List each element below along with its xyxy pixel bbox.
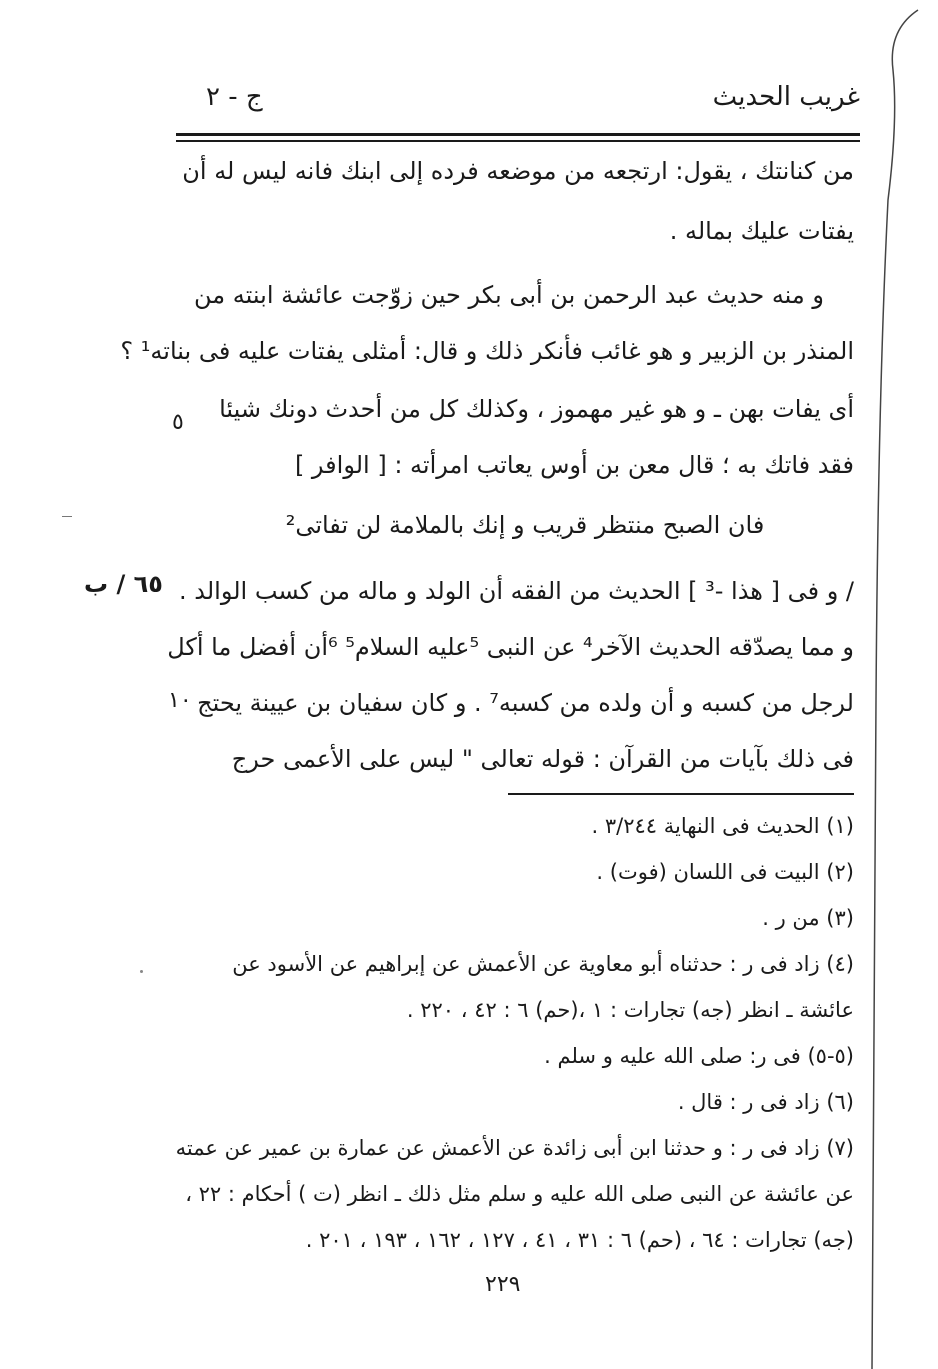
footnote: (٢) البيت فى اللسان (فوت) .: [596, 860, 854, 884]
text-line: من كنانتك ، يقول: ارتجعه من موضعه فرده إلى ابنك فانه ليس له أن: [182, 157, 854, 185]
footnote: عائشة ـ انظر (جه) تجارات : ١ ،(حم) ٦ : ٤٢ ، ٢٢٠ .: [406, 998, 854, 1022]
footnote-rule: [508, 793, 854, 795]
text-line: يفتات عليك بماله .: [669, 217, 854, 245]
text-line: المنذر بن الزبير و هو غائب فأنكر ذلك و قال: أمثلى يفتات عليه فى بناته¹ ؟: [120, 337, 854, 365]
text-line: و مما يصدّقه الحديث الآخر⁴ عن النبى ⁵عليه السلام⁵ ⁶أن أفضل ما أكل: [167, 633, 854, 661]
text-line: فقد فاتك به ؛ قال معن بن أوس يعاتب امرأته : [ الوافر ]: [294, 451, 854, 479]
text-line: / و فى [ هذا -³ ] الحديث من الفقه أن الولد و ماله من كسب الوالد .: [179, 577, 854, 605]
text-line: و منه حديث عبد الرحمن بن أبى بكر حين زوّجت عائشة ابنته من: [194, 281, 824, 309]
footnote: (٦) زاد فى ر : قال .: [677, 1090, 854, 1114]
page-number: ٢٢٩: [485, 1272, 521, 1297]
scan-speck: [140, 970, 143, 973]
footnote: (٥-٥) فى ر: صلى الله عليه و سلم .: [544, 1044, 854, 1068]
text-line: أى يفات بهن ـ و هو غير مهموز ، وكذلك كل من أحدث دونك شيئا: [219, 395, 854, 423]
footnote: (١) الحديث فى النهاية ٣/٢٤٤ .: [591, 814, 854, 838]
footnote: (٣) من ر .: [762, 906, 854, 930]
running-header: [176, 82, 860, 128]
header-rule-thick: [176, 133, 860, 136]
poetry-verse: فان الصبح منتظر قريب و إنك بالملامة لن تفاتى²: [285, 511, 765, 539]
scan-edge-curve: [848, 0, 938, 1369]
scan-mark: [62, 516, 72, 517]
line-number: ١٠: [168, 688, 192, 713]
text-line: فى ذلك بآيات من القرآن : قوله تعالى " ليس على الأعمى حرج: [231, 745, 854, 773]
text-line: لرجل من كسبه و أن ولده من كسبه⁷ . و كان سفيان بن عيينة يحتج: [197, 689, 854, 717]
header-title: غريب الحديث: [712, 82, 860, 112]
folio-marker: ٦٥ / ب: [84, 570, 163, 598]
header-rule-thin: [176, 140, 860, 142]
footnote: عن عائشة عن النبى صلى الله عليه و سلم مثل ذلك ـ انظر (ت ) أحكام : ٢٢ ،: [185, 1182, 854, 1206]
footnote: (٤) زاد فى ر : حدثناه أبو معاوية عن الأعمش عن إبراهيم عن الأسود عن: [232, 952, 854, 976]
footnote: (جه) تجارات : ٦٤ ، (حم) ٦ : ٣١ ، ٤١ ، ١٢٧ ، ١٦٢ ، ١٩٣ ، ٢٠١ .: [305, 1228, 854, 1252]
footnote: (٧) زاد فى ر : و حدثنا ابن أبى زائدة عن الأعمش عن عمارة بن عمير عن عمته: [175, 1136, 854, 1160]
line-number: ٥: [172, 410, 184, 435]
header-volume: ج - ٢: [206, 82, 263, 112]
